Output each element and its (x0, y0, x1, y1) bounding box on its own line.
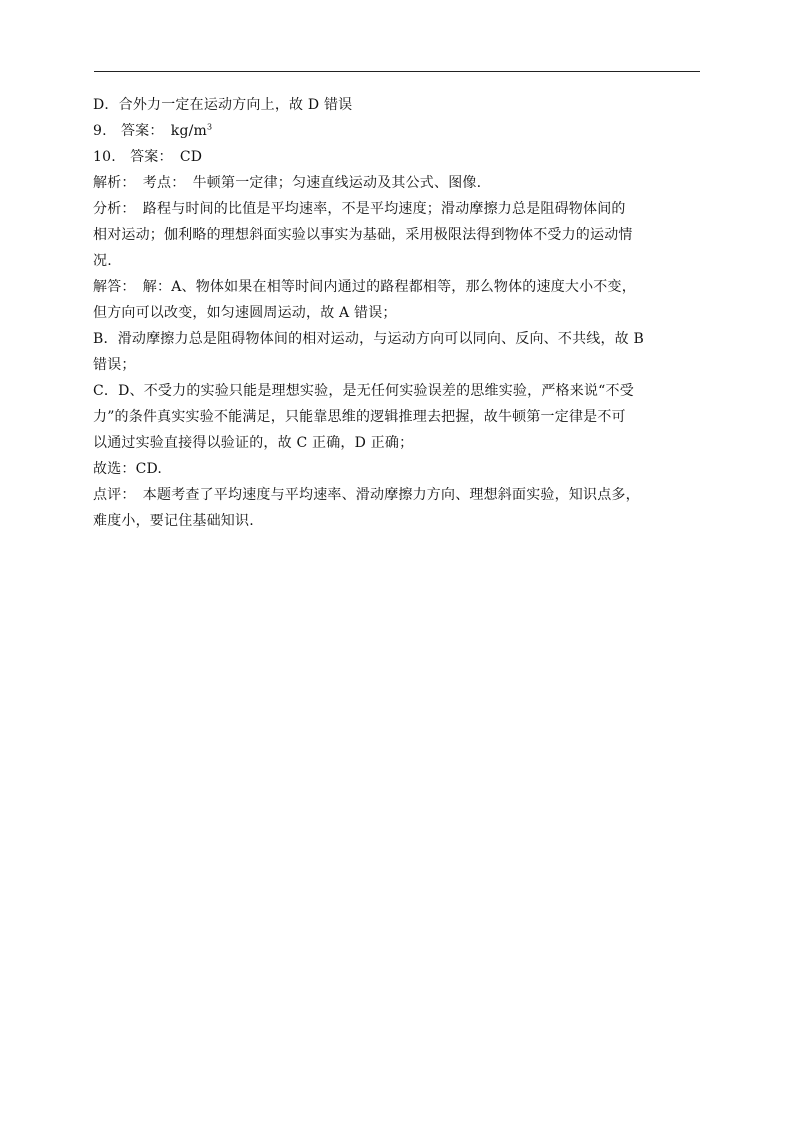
text-line: 分析： 路程与时间的比值是平均速率，不是平均速度；滑动摩擦力总是阻碍物体间的 (93, 201, 626, 217)
answer-9-line (93, 118, 701, 144)
text-line: 错误； (93, 357, 136, 373)
superscript-3: 3 (207, 122, 213, 132)
text-line: 但方向可以改变，如匀速圆周运动，故 A 错误； (93, 305, 397, 321)
choice-line: 故选：CD. (93, 461, 163, 477)
text-line: B．滑动摩擦力总是阻碍物体间的相对运动，与运动方向可以同向、反向、不共线，故 B (93, 331, 645, 347)
header-rule (94, 71, 700, 72)
solution-line: 解答： 解：A、物体如果在相等时间内通过的路程都相等，那么物体的速度大小不变， (93, 279, 636, 295)
comment-line: 点评： 本题考查了平均速度与平均速率、滑动摩擦力方向、理想斜面实验，知识点多， (93, 487, 640, 503)
text-line: 况. (93, 253, 112, 269)
text-line: 以通过实验直接得以验证的，故 C 正确，D 正确； (93, 435, 414, 451)
answer-10-line: 10. 答案： CD (93, 149, 203, 165)
answer-9-text: 9. 答案： kg/m (93, 123, 207, 139)
text-line: 力”的条件真实实验不能满足，只能靠思维的逻辑推理去把握，故牛顿第一定律是不可 (93, 409, 626, 425)
text-line: C．D、不受力的实验只能是理想实验，是无任何实验误差的思维实验，严格来说“不受 (93, 383, 634, 399)
text-line: 难度小，要记住基础知识. (93, 513, 254, 529)
analysis-line: 解析： 考点： 牛顿第一定律；匀速直线运动及其公式、图像. (93, 175, 482, 191)
text-line: D．合外力一定在运动方向上，故 D 错误 (93, 97, 353, 113)
document-body (93, 92, 701, 534)
text-line: 相对运动；伽利略的理想斜面实验以事实为基础，采用极限法得到物体不受力的运动情 (93, 227, 633, 243)
